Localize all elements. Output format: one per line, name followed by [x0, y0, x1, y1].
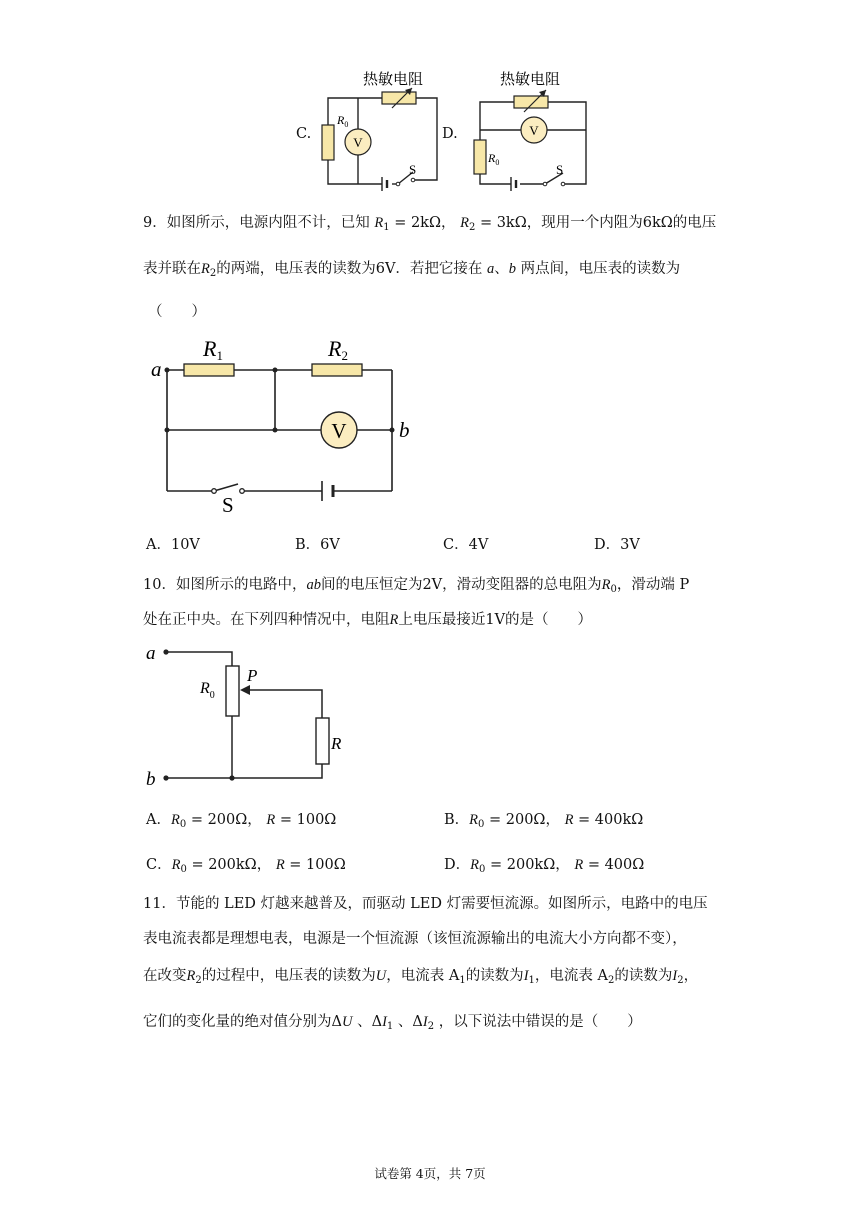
option-c-label: C. [296, 126, 312, 142]
q9-line1: 9．如图所示，电源内阻不计，已知 $R_1 = 2k\Omega$， $R_2 = 3k\Omega$，现用一个内阻为6kΩ的电压 [143, 215, 717, 233]
thermistor-label-d: 热敏电阻 [500, 72, 561, 88]
q9-option-b[interactable]: B．6V [295, 537, 340, 553]
thermistor-label-c: 热敏电阻 [363, 72, 424, 88]
switch-label-c: S [409, 162, 417, 177]
q11-line3: 在改变$R_2$的过程中，电压表的读数为U，电流表 $A_1$的读数为$I_1$，电流表 $A_2$的读数为$I_2$， [143, 968, 699, 986]
q11-line1: 11．节能的 LED 灯越来越普及，而驱动 LED 灯需要恒流源。如图所示，电路中的电压 [143, 896, 708, 912]
r0-label-d: $R_0$ [488, 151, 500, 167]
page-footer: 试卷第 4页，共 7页 [374, 1166, 486, 1181]
voltmeter-c: V [353, 135, 363, 150]
q9-r2-label: R2 [328, 336, 348, 363]
q9-point-a: a [151, 357, 162, 381]
q9-voltmeter: V [331, 419, 347, 443]
q9-paren: （ ） [148, 304, 206, 320]
q10-option-c[interactable]: C．$R_0 = 200k\Omega$， R = 100Ω [146, 857, 346, 875]
option-d-label: D. [442, 126, 458, 142]
q9-point-b: b [399, 418, 410, 442]
q9-option-c[interactable]: C．4V [443, 537, 489, 553]
q9-switch-label: S [222, 493, 234, 517]
q10-point-b: b [146, 769, 156, 790]
q9-option-d[interactable]: D．3V [594, 537, 640, 553]
q10-r-label: R [331, 734, 342, 753]
q10-option-b[interactable]: B．$R_0 = 200\Omega$， R = 400kΩ [444, 812, 644, 830]
q9-line2: 表并联在$R_2$的两端，电压表的读数为6V．若把它接在 a、b 两点间，电压表的读数为 [143, 261, 681, 279]
q10-r0-label: $R_0$ [200, 680, 215, 701]
q10-line1: 10．如图所示的电路中，ab间的电压恒定为2V，滑动变阻器的总电阻为$R_0$，滑动端 P [143, 577, 690, 595]
q10-point-a: a [146, 643, 156, 664]
r0-label-c: $R_0$ [337, 113, 349, 129]
switch-label-d: S [556, 162, 564, 177]
q9-r1-label: R1 [203, 336, 223, 363]
q10-option-a[interactable]: A．$R_0 = 200\Omega$， R = 100Ω [146, 812, 337, 830]
q11-line4: 它们的变化量的绝对值分别为ΔU 、$\Delta I_1$ 、$\Delta I_2$ ，以下说法中错误的是（ ） [143, 1014, 642, 1032]
q9-option-a[interactable]: A．10V [146, 537, 200, 553]
q10-option-d[interactable]: D．$R_0 = 200k\Omega$， R = 400Ω [444, 857, 645, 875]
voltmeter-d: V [529, 123, 539, 138]
q10-line2: 处在正中央。在下列四种情况中，电阻R上电压最接近1V的是（ ） [143, 612, 593, 628]
q10-p-label: P [247, 666, 258, 685]
q11-line2: 表电流表都是理想电表，电源是一个恒流源（该恒流源输出的电流大小方向都不变）， [143, 931, 687, 947]
